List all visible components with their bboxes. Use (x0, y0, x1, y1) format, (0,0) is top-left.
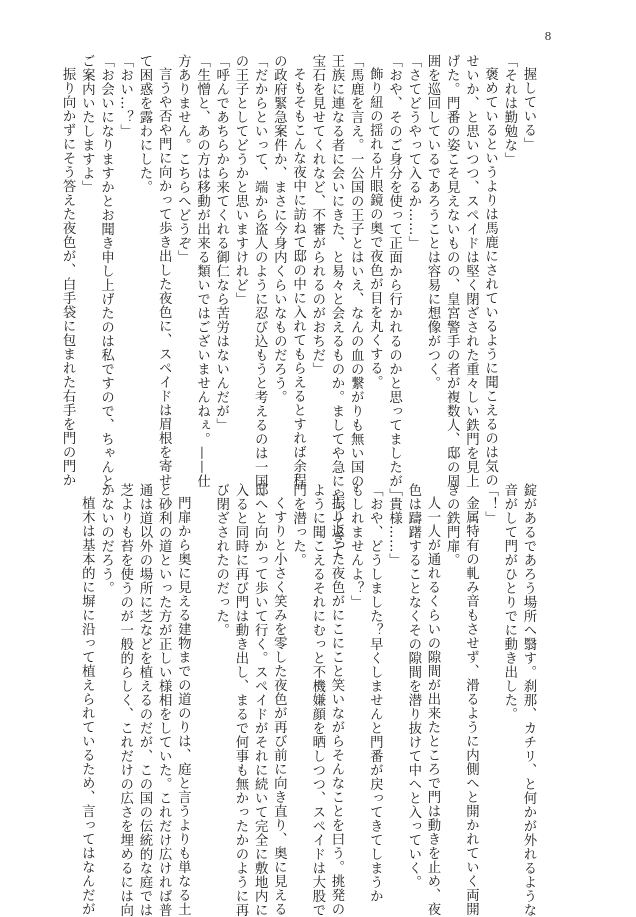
text-line: せいか、と思いつつ、スペイドは堅く閉ざされた重々しい鉄門を見上 (463, 54, 479, 488)
text-line: 飾り紐の揺れる片眼鏡の奥で夜色が目を丸くする。 (367, 67, 383, 390)
text-line: 囲を巡回しているであろうことは容易に想像がつく。 (424, 54, 440, 390)
text-line: もしれませんよ？」 (348, 483, 364, 609)
text-line: て困惑を露わにした。 (136, 54, 152, 194)
text-line: 門を潜った。 (290, 483, 306, 567)
text-line: かないのだろう。 (98, 483, 114, 595)
text-line: び閉ざされたのだった。 (213, 483, 229, 637)
text-line: 人一人が通れるくらいの隙間が出来たところで門は動きを止め、夜 (424, 496, 440, 917)
text-line: 芝よりも苔を使うのが一般的らしく、これだけの広さを埋めるには向 (117, 483, 133, 917)
text-line: 金属特有の軋み音もさせず、滑るように内側へと開かれていく両開 (463, 496, 479, 917)
text-line: 「貴様……」 (386, 483, 402, 567)
text-line: げた。門番の姿こそ見えないものの、皇宮警手の者が複数人、邸の周 (444, 54, 460, 488)
text-line: 握している」 (521, 67, 536, 152)
text-line: 「おい…？」 (117, 54, 133, 138)
text-line: 「呼んであちらから来てくれる御仁なら苦労はないんだが」 (213, 54, 229, 432)
text-line: そもそもこんな夜中に訪ねて邸の中に入れてもらえるとすれば余程 (290, 67, 306, 488)
text-line: 通は道以外の場所に芝などを植えるのだが、この国の伝統的な庭では (136, 483, 152, 917)
text-line: 「だからといって、端から盗人のように忍び込もうと考えるのは一国 (252, 54, 268, 488)
text-line: 「馬鹿を言え。一公国の王子とはいえ、なんの血の繋がりも無い国の (348, 54, 364, 488)
text-line: ように聞こえるそれにむっと不機嫌顔を晒しつつ、スペイドは大股で (309, 483, 325, 917)
text-line: の王子としてどうかと思いますけれど」 (232, 54, 248, 306)
text-line: 方ありません。こちらへどうぞ」 (175, 54, 191, 264)
text-line: 「それは勤勉な」 (501, 54, 517, 166)
text-line: 色は躊躇することなくその隙間を潜り抜けて中へと入っていく。 (405, 483, 421, 889)
text-line: 「さてどうやって入るか……」 (405, 54, 421, 250)
text-line: 門扉から奥に見える建物までの道のりは、庭と言うよりも単なる土 (175, 496, 191, 917)
text-line: きの鉄門扉。 (444, 483, 460, 567)
text-line: 振り向かずにそう答えた夜色が、白手袋に包まれた右手を門の門か (60, 67, 76, 488)
text-line: 「おや、どうしました？早くしませんと門番が戻ってきてしまうか (367, 483, 383, 903)
text-line: 「生憎と、あの方は移動が出来る類いではございませんねぇ。——仕 (194, 54, 210, 488)
text-line: ご案内いたしますよ」 (79, 54, 95, 194)
text-line: 褒めているというよりは馬鹿にされているように聞こえるのは気の (482, 67, 498, 488)
text-line: 言うや否や門に向かって歩き出した夜色に、スペイドは眉根を寄せ (156, 67, 172, 488)
text-line: 邸へと向かって歩いて行く。スペイドがそれに続いて完全に敷地内に (252, 483, 268, 917)
page-number: 8 (544, 30, 552, 43)
text-line (192, 483, 211, 879)
text-line: 錠があるであろう場所へ翳す。刹那、カチリ、と何かが外れるような (521, 483, 536, 917)
text-line: 入ると同時に再び門は動き出し、まるで何事も無かったかのように再 (232, 483, 248, 917)
text-line: 「おや、そのご身分を使って正面から行かれるのかと思ってましたが」 (386, 54, 402, 502)
text-line: 王族に連なる者に会いにきた、と易々と会えるものか。ましてや急にやってきて (328, 54, 344, 558)
text-line: 振り返った夜色がにこにこと笑いながらそんなことを曰う。挑発の (328, 496, 344, 917)
text-line: 植木は基本的に塀に沿って植えられているため、言ってはなんだが (79, 496, 95, 917)
text-line: 「お会いになりますかとお聞き申し上げたのは私ですので、ちゃんと (98, 54, 114, 488)
text-line: 宝石を見せてくれなど、不審がられるのがおちだ」 (309, 54, 325, 376)
lower-text-block (79, 483, 538, 917)
text-line: と砂利の道といった方が正しい様相をしていた。これだけ広ければ普 (156, 483, 172, 917)
text-line: の政府緊急案件か、まさに今身内くらいなものだろう。 (271, 54, 287, 404)
text-line: 「！」 (482, 483, 498, 525)
text-line: くすりと小さく笑みを零した夜色が再び前に向き直り、奥に見える (271, 496, 287, 917)
text-line: 音がして門がひとりでに動き出した。 (501, 483, 517, 721)
